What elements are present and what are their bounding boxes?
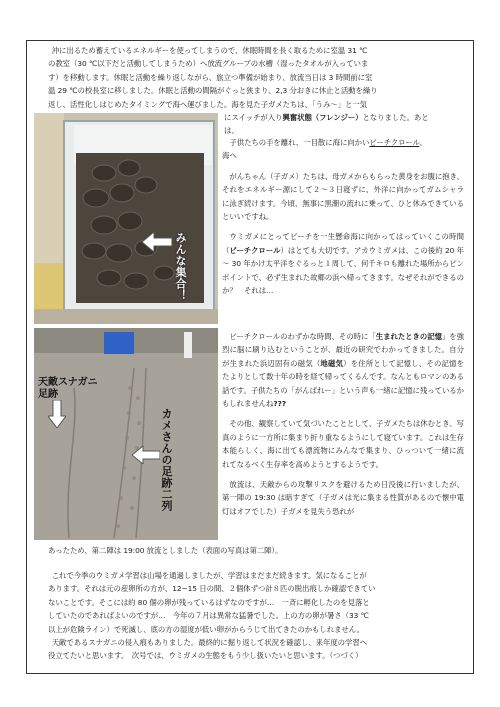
sand-illustration: [34, 328, 218, 540]
photo-sand-tracks: [34, 328, 218, 540]
caption-crab-tracks: 天敵スナガニ足跡: [38, 377, 98, 400]
ganchan-paragraph: がんちゃん（子ガメ）たちは、母ガメからもらった黄身をお腹に抱き、それをエネルギー源にして２～３日寝ずに、外洋に向かってガムシャラに泳ぎ続けます。今頃、無事に黒潮の流れに乗って、ひと休みできているといいですね。: [222, 171, 464, 222]
right-column-2: [222, 330, 464, 518]
arrow-left-icon-2: [132, 446, 160, 468]
frenzy-line-2: 海へ: [222, 151, 237, 161]
intro-tail: は、: [224, 126, 239, 136]
arrow-down-icon: [48, 400, 66, 432]
closing-line-5: 以上が危険ライン）で死滅し、底の方の湿度が低い卵がからうじて出てきたのかもしれません。: [48, 624, 364, 634]
intro-last-pre: にスイッチが入り: [224, 113, 283, 122]
intro-line-3: す）を移動します。休眠と活動を繰り返しながら、旅立つ準備が始まり、放流当日は 3 時間前に室: [48, 72, 373, 82]
photo-hatchlings-tank: [34, 113, 218, 324]
closing-line-1: これで今季のウミガメ学習は山場を通過しましたが、学習はまだまだ続きます。気になることが: [51, 571, 367, 580]
tank-illustration: [34, 113, 218, 324]
intro-line-1: 沖に出るため蓄えているエネルギーを使ってしまうので、休眠時間を長く取るために室温 31 ℃: [51, 46, 368, 55]
intro-line-2: の教室（30 ℃以下だと活動してしまうため）へ放流グループの水槽（湿ったタオルが入っていま: [48, 59, 369, 69]
intro-line-5: 返し、活性化しはじめたタイミングで海へ運びました。海を見た子ガメたちは、「うみ〜」と一気: [48, 99, 367, 109]
frenzy-term: 興奮状態（フレンジー）: [282, 113, 363, 122]
closing-line-4: していたのであればよいのですが… 今年の７月は異常な猛暑でした。上の方の卵が暑さ（33 ℃: [48, 611, 369, 621]
closing-line-3: ないことです。そこには約 80 個の卵が残っているはずなのですが… 一斉に孵化したのを見落と: [48, 597, 370, 607]
caption-turtle-tracks: カメさんの足跡二列: [160, 408, 173, 512]
intro-last-line: [224, 111, 464, 138]
arrow-left-icon: [142, 232, 172, 256]
release-continuation: あったため、第二陣は 19:00 放流としました（表面の写真は第二陣）。: [48, 546, 283, 555]
closing-line-2: あります。それは元の産卵所の方が、12~15 日の間、２個体ずつ計８匹の脱出痕しか確認できてい: [48, 584, 376, 594]
closing-line-7: 役立てたいと思います。 次号では、ウミガメの生態をもう少し扱いたいと思います。（つづく）: [48, 651, 363, 661]
release-paragraph: 放流は、天敵からの攻撃リスクを避けるため日没後に行いましたが、第一陣の 19:30 は暗すぎて（子ガメは光に集まる性質があるので懐中電灯はオフでした）子ガメを見失う恐れが: [222, 480, 464, 516]
observation-paragraph: その他、観察していて気づいたこととして、子ガメたちは休むとき、写真のように一方所に集まり折り重なるようにして寝ています。これは生存本能らしく、海に出ても漂流物にみんなで集まり、ひっついて一緒に流れてなるべく生存率を高めようとするようです。: [222, 419, 464, 469]
beach-crawl-link: ビーチクロール: [369, 138, 420, 147]
caption-gathered: みんな集合！: [174, 232, 187, 301]
intro-text: [48, 44, 463, 111]
beach-crawl-paragraph: ウミガメにとってビーチを一生懸命海に向かってはっていくこの時間（ビーチクロール）はとても大切です。アカウミガメは、この後約 20 年～ 30 年かけ太平洋をぐるっと１周して、何千キロも離れた場所からピンポイントで、必ず生まれた故郷の浜へ帰ってきます。なぜそれができるのか？ それは…: [222, 232, 464, 296]
closing-text: [48, 569, 463, 663]
intro-last-post: となりました。あと: [362, 113, 429, 122]
memory-paragraph: ビーチクロールのわずかな時間、その時に「生まれたときの記憶」を強烈に脳に刷り込むということが、最近の研究でわかってきました。自分が生まれた浜辺固有の磁気（地磁気）を住所として記憶し、その記憶をたよりとして数十年の時を経て帰ってくるんです。なんともロマンのある話です。子供たちの「がんばれー」という声も一緒に記憶に残っているかもしれませんね???: [222, 332, 465, 409]
right-column-1: [222, 136, 464, 297]
intro-line-4: 温 29 ℃の校長室に移しました。休眠と活動の間隔がぐっと狭まり、2,3 分おきに休止と活動を繰り: [48, 86, 378, 96]
closing-line-6: 天敵であるスナガニの侵入痕もありました。最終的に掘り返して状況を確認し、来年度の学習へ: [51, 638, 368, 648]
frenzy-line-1: 子供たちの手を離れ、一目散に海に向かいビーチクロール、: [229, 138, 427, 147]
